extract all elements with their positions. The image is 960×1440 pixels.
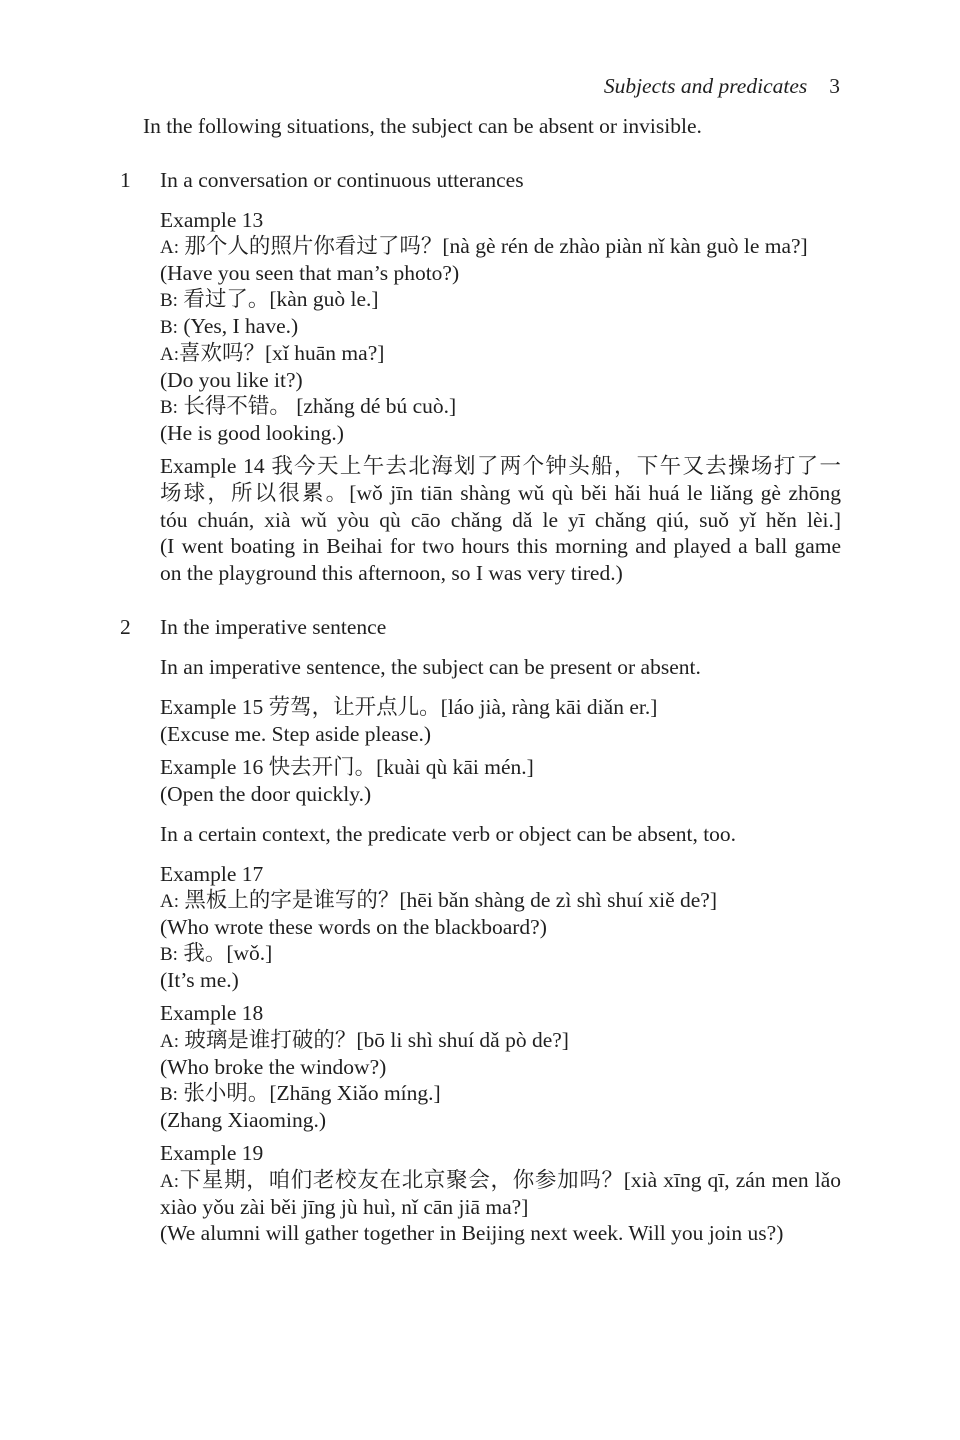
running-header <box>604 73 840 99</box>
example-label: Example 13 <box>160 208 264 232</box>
translation-line: (We alumni will gather together in Beijing next week. Will you join us?) <box>160 1221 784 1245</box>
dialogue-line: A:下星期，咱们老校友在北京聚会，你参加吗？[xià xīng qī, zán men lǎo <box>160 1168 841 1192</box>
example-14-line: Example 14 我今天上午去北海划了两个钟头船，下午又去操场打了一 <box>160 454 841 478</box>
speaker-label: B: <box>160 317 178 338</box>
section-number: 2 <box>120 615 131 639</box>
section-title: In a conversation or continuous utterances <box>160 168 524 192</box>
example-16-line: Example 16 快去开门。[kuài qù kāi mén.] <box>160 755 534 779</box>
speaker-label: A: <box>160 344 179 365</box>
section-title: In the imperative sentence <box>160 615 387 639</box>
speaker-label: B: <box>160 944 178 965</box>
paragraph: In a certain context, the predicate verb or object can be absent, too. <box>160 822 737 846</box>
page-number: 3 <box>829 74 840 98</box>
paragraph: In an imperative sentence, the subject can be present or absent. <box>160 655 701 679</box>
translation-line: (Who wrote these words on the blackboard?) <box>160 915 547 939</box>
speaker-label: A: <box>160 237 179 258</box>
example-14-line: (I went boating in Beihai for two hours this morning and played a ball game <box>160 534 841 558</box>
dialogue-line: B: 长得不错。 [zhǎng dé bú cuò.] <box>160 394 457 418</box>
translation-line: (Excuse me. Step aside please.) <box>160 722 432 746</box>
dialogue-line: A: 那个人的照片你看过了吗？[nà gè rén de zhào piàn nǐ kàn guò le ma?] <box>160 234 808 258</box>
translation-line: (Who broke the window?) <box>160 1055 387 1079</box>
dialogue-line: B: 看过了。[kàn guò le.] <box>160 287 379 311</box>
example-14-line: tóu chuán, xià wǔ yòu qù cāo chǎng dǎ le yī chǎng qiú, suǒ yǐ hěn lèi.] <box>160 508 841 532</box>
speaker-label: A: <box>160 1031 179 1052</box>
intro-paragraph: In the following situations, the subject can be absent or invisible. <box>143 114 702 138</box>
running-title: Subjects and predicates <box>603 74 808 98</box>
example-14-line: on the playground this afternoon, so I was very tired.) <box>160 561 623 585</box>
speaker-label: A: <box>160 891 179 912</box>
dialogue-line: B: 张小明。[Zhāng Xiǎo míng.] <box>160 1081 441 1105</box>
speaker-label: B: <box>160 1084 178 1105</box>
translation-line: (It’s me.) <box>160 968 239 992</box>
translation-line: (Have you seen that man’s photo?) <box>160 261 460 285</box>
example-label: Example 17 <box>160 862 264 886</box>
dialogue-line: A: 黑板上的字是谁写的？[hēi bǎn shàng de zì shì shuí xiě de?] <box>160 888 718 912</box>
dialogue-line: A: 玻璃是谁打破的？[bō li shì shuí dǎ pò de?] <box>160 1028 569 1052</box>
example-label: Example 18 <box>160 1001 264 1025</box>
dialogue-line: A:喜欢吗？[xǐ huān ma?] <box>160 341 385 365</box>
dialogue-line: B: 我。[wǒ.] <box>160 941 273 965</box>
dialogue-line: B: (Yes, I have.) <box>160 314 299 338</box>
translation-line: (He is good looking.) <box>160 421 344 445</box>
speaker-label: A: <box>160 1171 179 1192</box>
dialogue-line: xiào yǒu zài běi jīng jù huì, nǐ cān jiā ma?] <box>160 1195 529 1219</box>
translation-line: (Zhang Xiaoming.) <box>160 1108 326 1132</box>
translation-line: (Do you like it?) <box>160 368 303 392</box>
speaker-label: B: <box>160 290 178 311</box>
example-15-line: Example 15 劳驾，让开点儿。[láo jià, ràng kāi diǎn er.] <box>160 695 658 719</box>
translation-line: (Open the door quickly.) <box>160 782 372 806</box>
speaker-label: B: <box>160 397 178 418</box>
example-label: Example 19 <box>160 1141 264 1165</box>
section-number: 1 <box>120 168 131 192</box>
example-14-line: 场球，所以很累。[wǒ jīn tiān shàng wǔ qù běi hǎi huá le liǎng gè zhōng <box>160 481 841 505</box>
